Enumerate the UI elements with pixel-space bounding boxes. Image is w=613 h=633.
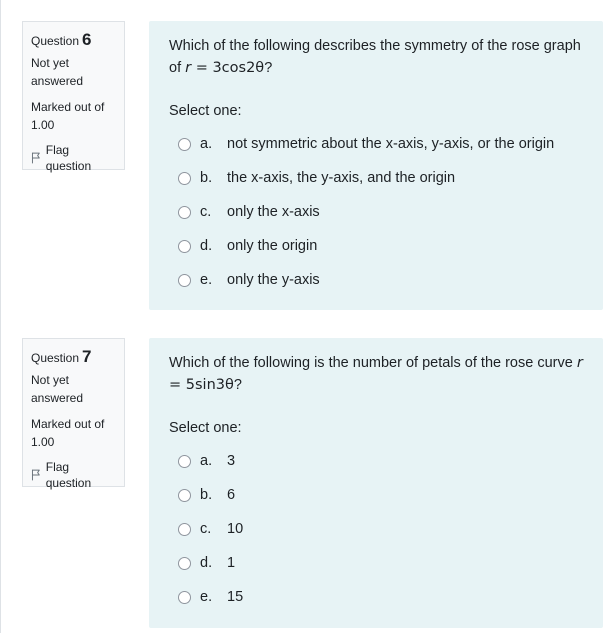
question-state: Not yet answered	[31, 373, 84, 405]
question-label: Question	[31, 34, 80, 48]
question-7	[0, 320, 613, 633]
answer-text: 10	[227, 521, 244, 537]
answer-option-b[interactable]	[169, 478, 583, 512]
radio-unchecked-icon[interactable]	[178, 523, 191, 536]
answer-option-c[interactable]	[169, 512, 583, 546]
math-formula: = 3cos2θ	[191, 60, 265, 76]
answer-letter: c.	[200, 521, 212, 537]
answer-option-d[interactable]	[169, 546, 583, 580]
math-variable: r	[576, 355, 583, 371]
answer-letter: e.	[200, 589, 213, 605]
answer-text: not symmetric about the x-axis, y-axis, or the origin	[227, 136, 555, 152]
answer-option-a[interactable]	[169, 444, 583, 478]
question-state: Not yet answered	[31, 56, 84, 88]
question-text-end: ?	[233, 377, 242, 393]
question-text-body: Which of the following is the number of petals of the rose curve	[169, 355, 577, 371]
question-info	[22, 338, 125, 490]
radio-unchecked-icon[interactable]	[178, 489, 191, 502]
math-variable: r	[185, 60, 192, 76]
answer-letter: a.	[200, 136, 213, 152]
answer-letter: b.	[200, 487, 213, 503]
question-text-end: ?	[264, 60, 273, 76]
question-content	[149, 338, 603, 628]
flag-question-label: Flag question	[45, 143, 92, 173]
radio-unchecked-icon[interactable]	[178, 274, 191, 287]
answer-letter: a.	[200, 453, 213, 469]
answer-text: 15	[227, 589, 244, 605]
question-content	[149, 21, 603, 310]
answer-letter: b.	[200, 170, 213, 186]
flag-question-link[interactable]	[31, 142, 116, 174]
question-grade: Marked out of 1.00	[31, 100, 105, 132]
answer-list	[169, 444, 583, 614]
radio-unchecked-icon[interactable]	[178, 591, 191, 604]
radio-unchecked-icon[interactable]	[178, 557, 191, 570]
question-number	[31, 347, 116, 369]
math-expression	[185, 60, 264, 76]
question-text	[169, 35, 583, 79]
answer-text: the x-axis, the y-axis, and the origin	[227, 170, 456, 186]
flag-icon	[31, 469, 41, 481]
answer-option-a[interactable]	[169, 127, 583, 161]
answer-text: 1	[227, 555, 236, 571]
answer-option-c[interactable]	[169, 195, 583, 229]
answer-letter: d.	[200, 238, 213, 254]
flag-question-link[interactable]	[31, 459, 116, 491]
answer-letter: c.	[200, 204, 212, 220]
answer-option-b[interactable]	[169, 161, 583, 195]
flag-question-label: Flag question	[45, 460, 92, 490]
radio-unchecked-icon[interactable]	[178, 240, 191, 253]
radio-unchecked-icon[interactable]	[178, 455, 191, 468]
question-number-value: 7	[82, 347, 92, 366]
select-one-prompt: Select one:	[169, 103, 242, 119]
flag-icon	[31, 152, 41, 164]
radio-unchecked-icon[interactable]	[178, 172, 191, 185]
answer-option-e[interactable]	[169, 580, 583, 614]
answer-text: only the y-axis	[227, 272, 320, 288]
radio-unchecked-icon[interactable]	[178, 138, 191, 151]
question-text	[169, 352, 583, 396]
question-info	[22, 21, 125, 173]
question-number-value: 6	[82, 30, 92, 49]
question-number	[31, 30, 116, 52]
answer-option-d[interactable]	[169, 229, 583, 263]
answer-letter: d.	[200, 555, 213, 571]
answer-text: only the origin	[227, 238, 318, 254]
select-one-prompt: Select one:	[169, 420, 242, 436]
answer-text: 6	[227, 487, 236, 503]
math-formula: = 5sin3θ	[169, 377, 234, 393]
answer-list	[169, 127, 583, 297]
answer-letter: e.	[200, 272, 213, 288]
answer-text: 3	[227, 453, 236, 469]
question-text-body: Which of the following describes the symmetry of the rose graph of	[169, 38, 581, 76]
answer-text: only the x-axis	[227, 204, 320, 220]
question-grade: Marked out of 1.00	[31, 417, 105, 449]
answer-option-e[interactable]	[169, 263, 583, 297]
question-label: Question	[31, 351, 80, 365]
radio-unchecked-icon[interactable]	[178, 206, 191, 219]
